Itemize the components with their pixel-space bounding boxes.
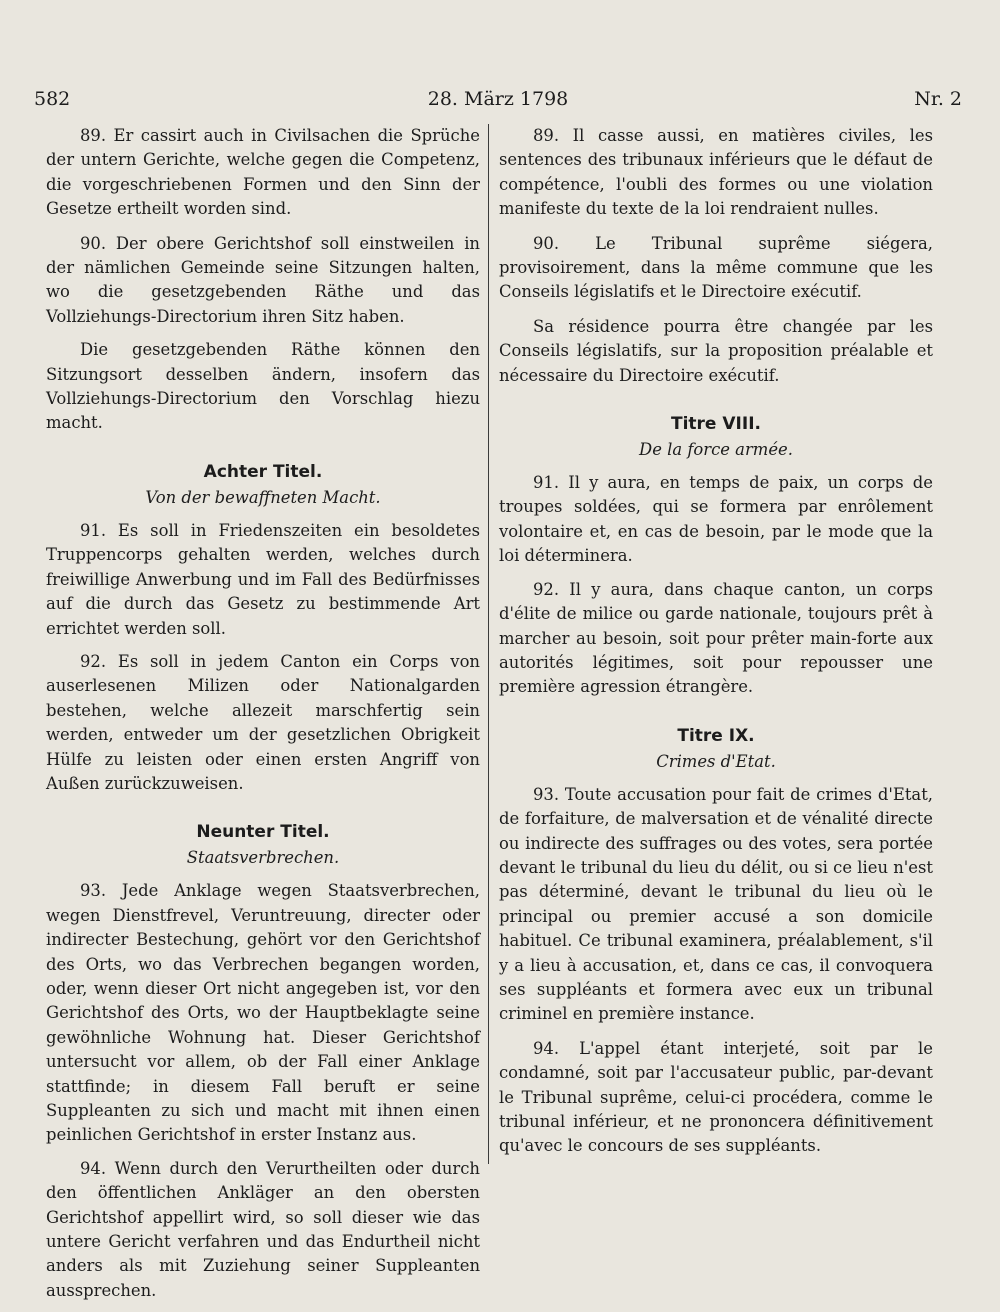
article-93-fr: 93. Toute accusation pour fait de crimes d'Etat, de forfaiture, de malversation et de vénalité directe ou indirecte des suffrages ou des votes, sera portée devant le tribunal du lieu du délit, ou si ce lieu n'est pas déterminé, devant le tribunal du lieu où le principal ou premier accusé a son domicile habituel. Ce tribunal examinera, préalablement, s'il y a lieu à accusation, et, dans ce cas, il convoquera ses suppléants et formera avec eux un tribunal criminel en première instance. (499, 784, 933, 1024)
page-header (34, 88, 962, 118)
article-91-fr: 91. Il y aura, en temps de paix, un corps de troupes soldées, qui se formera par enrôlement volontaire et, en cas de besoin, par le mode que la loi déterminera. (499, 473, 933, 566)
article-94-de: 94. Wenn durch den Verurtheilten oder durch den öffentlichen Ankläger an den obersten Gerichtshof appellirt wird, so soll dieser wie das untere Gericht verfahren und das Endurtheil nicht anders als mit Zuziehung seiner Suppleanten aussprechen. (46, 1158, 480, 1300)
section-subtitle-9-fr: Crimes d'Etat. (656, 751, 776, 771)
article-93-de: 93. Jede Anklage wegen Staatsverbrechen, wegen Dienstfrevel, Veruntreuung, directer oder indirecter Bestechung, gehört vor den Gerichtshof des Orts, wo das Verbrechen begangen worden, oder, wenn dieser Ort nicht angegeben ist, vor den Gerichtshof des Orts, wo der Hauptbeklagte seine gewöhnliche Wohnung hat. Dieser Gerichtshof untersucht vor allem, ob der Fall einer Anklage stattfinde; in diesem Fall beruft er seine Suppleanten zu sich und macht mit ihnen einen peinlichen Gerichtshof in erster Instanz aus. (46, 881, 480, 1145)
article-92-de: 92. Es soll in jedem Canton ein Corps von auserlesenen Milizen oder Nationalgarden bestehen, welche allezeit marschfertig sein werden, entweder um der gesetzlichen Obrigkeit Hülfe zu leisten oder einen ersten Angriff von Außen zurückzuweisen. (46, 651, 480, 793)
section-title-9-de: Neunter Titel. (196, 822, 330, 843)
article-90-continuation-fr: Sa résidence pourra être changée par les Conseils législatifs, sur la proposition préalable et nécessaire du Directoire exécutif. (499, 316, 933, 385)
article-89-fr: 89. Il casse aussi, en matières civiles, les sentences des tribunaux inférieurs que le défaut de compétence, l'oubli des formes ou une violation manifeste du texte de la loi rendraient nulles. (499, 126, 933, 219)
article-90-de: 90. Der obere Gerichtshof soll einstweilen in der nämlichen Gemeinde seine Sitzungen halten, wo die gesetzgebenden Räthe und das Vollziehungs-Directorium ihren Sitz haben. (46, 233, 480, 326)
section-subtitle-8-de: Von der bewaffneten Macht. (145, 487, 381, 507)
article-92-fr: 92. Il y aura, dans chaque canton, un corps d'élite de milice ou garde nationale, toujours prêt à marcher au besoin, soit pour prêter main-forte aux autorités légitimes, soit pour repousser une première agression étrangère. (499, 579, 933, 697)
issue-number: Nr. 2 (914, 88, 962, 110)
article-91-de: 91. Es soll in Friedenszeiten ein besoldetes Truppencorps gehalten werden, welches durch freiwillige Anwerbung und im Fall des Bedürfnisses auf die durch das Gesetz zu bestimmende Art errichtet werden soll. (46, 520, 480, 638)
article-94-fr: 94. L'appel étant interjeté, soit par le condamné, soit par l'accusateur public, par-devant le Tribunal suprême, celui-ci procédera, comme le tribunal inférieur, et ne prononcera définitivement qu'avec le concours de ses suppléants. (499, 1038, 933, 1156)
german-column (46, 124, 480, 1312)
section-subtitle-9-de: Staatsverbrechen. (186, 848, 340, 868)
article-90-fr: 90. Le Tribunal suprême siégera, provisoirement, dans la même commune que les Conseils législatifs et le Directoire exécutif. (499, 233, 933, 302)
page-number: 582 (34, 88, 71, 110)
article-90-continuation-de: Die gesetzgebenden Räthe können den Sitzungsort desselben ändern, insofern das Vollziehungs-Directorium den Vorschlag hiezu macht. (46, 340, 480, 433)
header-date: 28. März 1798 (427, 88, 569, 110)
article-89-de: 89. Er cassirt auch in Civilsachen die Sprüche der untern Gerichte, welche gegen die Competenz, die vorgeschriebenen Formen und den Sinn der Gesetze ertheilt worden sind. (46, 126, 480, 219)
section-title-9-fr: Titre IX. (677, 725, 755, 746)
section-title-8-de: Achter Titel. (203, 461, 323, 482)
column-divider (488, 124, 489, 1164)
french-column (499, 124, 933, 1168)
section-title-8-fr: Titre VIII. (671, 414, 761, 435)
section-subtitle-8-fr: De la force armée. (639, 440, 793, 460)
